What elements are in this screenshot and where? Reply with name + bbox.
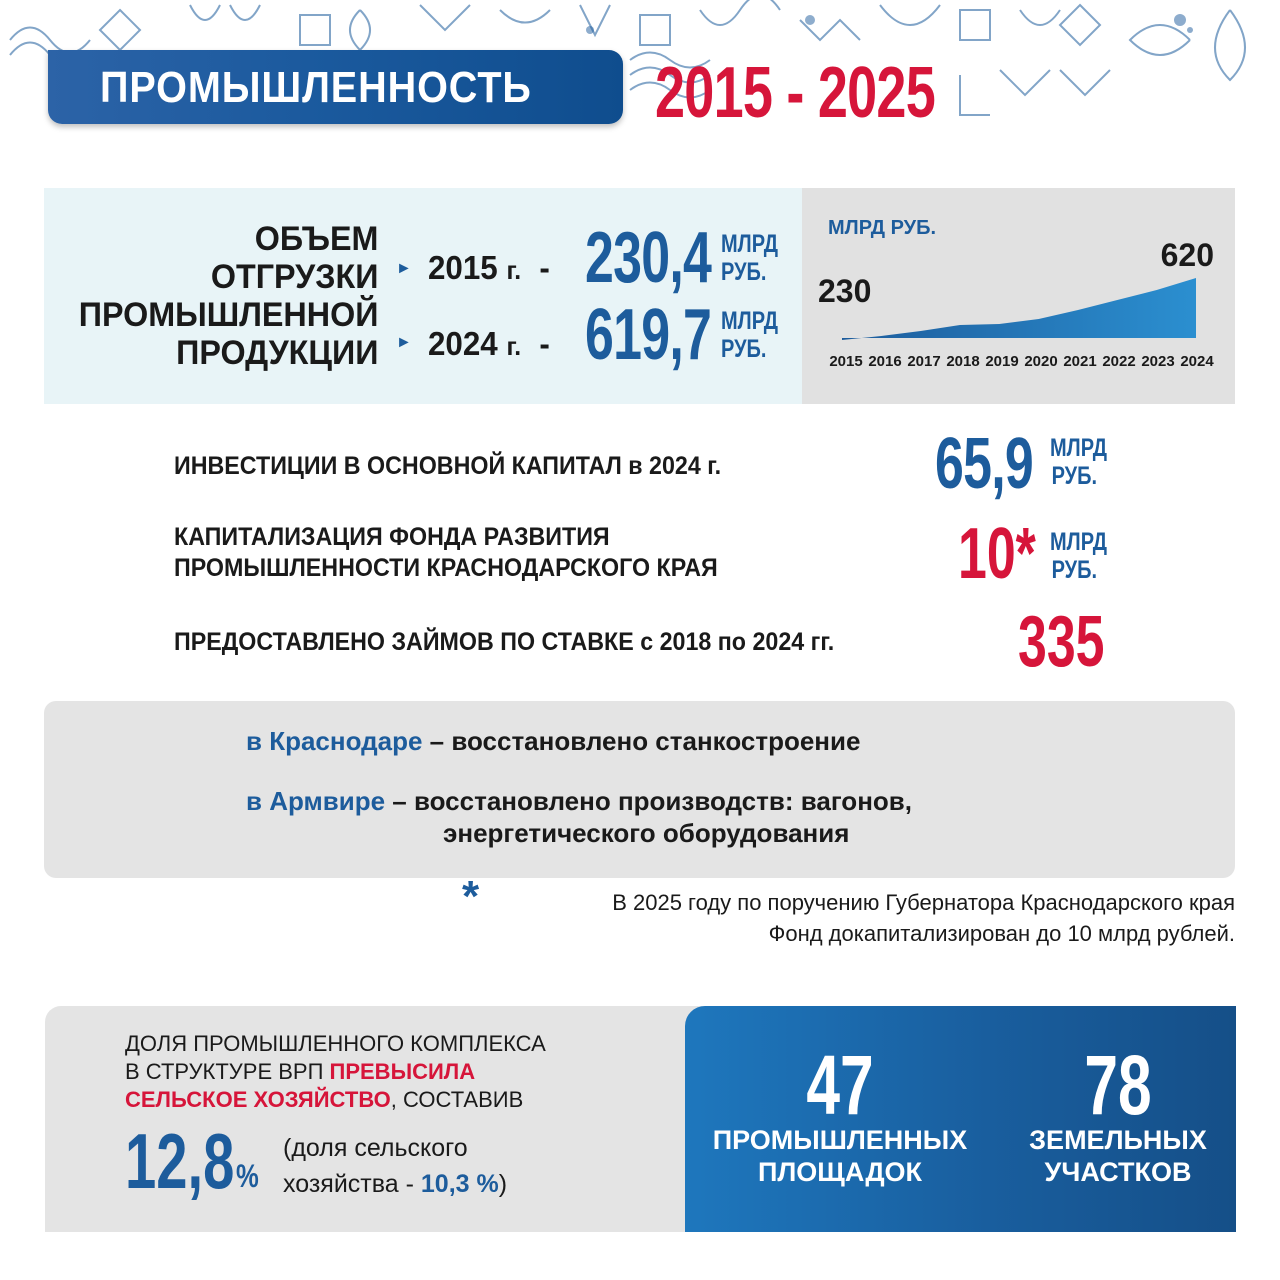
chart-area-series — [842, 278, 1196, 340]
chart-data-label: 230 — [818, 273, 872, 309]
chart-x-tick: 2018 — [946, 353, 980, 370]
share-line-plain: В СТРУКТУРЕ ВРП — [125, 1059, 330, 1084]
chart-x-tick: 2021 — [1063, 353, 1097, 370]
industrial-sites-label — [700, 1124, 980, 1188]
year-suffix: г. — [506, 255, 522, 285]
share-line-highlight: ПРЕВЫСИЛА — [329, 1059, 476, 1084]
chart-x-tick: 2022 — [1102, 353, 1136, 370]
sites-label-line: ПЛОЩАДОК — [757, 1157, 923, 1187]
fund-unit — [1050, 528, 1107, 584]
loans-value: 335 — [1018, 602, 1105, 682]
shipment-area-chart — [802, 188, 1235, 404]
unit-line: РУБ. — [721, 335, 767, 363]
sites-label-line: УЧАСТКОВ — [1044, 1157, 1192, 1187]
shipment-label — [78, 220, 378, 372]
chart-x-tick: 2019 — [985, 353, 1019, 370]
shipment-unit-2024 — [721, 307, 778, 363]
chart-x-ticks — [829, 353, 1214, 370]
chart-x-tick: 2024 — [1180, 353, 1214, 370]
page-title-years: 2015 - 2025 — [655, 53, 935, 133]
share-line-highlight: СЕЛЬСКОЕ ХОЗЯЙСТВО — [125, 1087, 391, 1112]
unit-line: МЛРД — [721, 230, 779, 258]
share-line-plain: , СОСТАВИВ — [390, 1087, 524, 1112]
shipment-year-2024 — [428, 325, 550, 363]
unit-line: РУБ. — [1051, 462, 1098, 490]
unit-line: МЛРД — [1050, 528, 1108, 556]
footnote-star: * — [462, 872, 480, 921]
shipment-unit-2015 — [721, 230, 778, 286]
agri-note-line: (доля сельского — [283, 1134, 468, 1162]
city-text: – восстановлено производств: вагонов, — [385, 786, 912, 816]
year-value: 2015 — [428, 249, 498, 286]
fund-label — [174, 522, 718, 584]
share-line — [125, 1058, 546, 1086]
chart-data-label: 620 — [1160, 237, 1214, 273]
city-name: в Краснодаре — [246, 726, 423, 756]
land-plots-label — [978, 1124, 1258, 1188]
agri-note — [283, 1130, 507, 1202]
unit-line: МЛРД — [721, 307, 779, 335]
chart-unit-label: МЛРД РУБ. — [828, 217, 937, 239]
share-line: ДОЛЯ ПРОМЫШЛЕННОГО КОМПЛЕКСА — [125, 1031, 546, 1056]
sites-label-line: ПРОМЫШЛЕННЫХ — [712, 1125, 968, 1155]
chart-x-tick: 2017 — [907, 353, 941, 370]
footnote — [612, 887, 1235, 949]
agri-value: 10,3 % — [420, 1170, 499, 1198]
sites-label-line: ЗЕМЕЛЬНЫХ — [1029, 1125, 1207, 1155]
investment-label: ИНВЕСТИЦИИ В ОСНОВНОЙ КАПИТАЛ в 2024 г. — [174, 452, 722, 480]
shipment-year-2015 — [428, 249, 550, 287]
fund-value: 10* — [958, 514, 1036, 594]
arrow-right-icon: ► — [396, 334, 412, 351]
city-text: – восстановлено станкостроение — [422, 726, 861, 756]
chart-x-tick: 2015 — [829, 353, 863, 370]
share-text — [125, 1030, 546, 1114]
city-armavir — [246, 786, 912, 817]
chart-x-tick: 2023 — [1141, 353, 1175, 370]
agri-note-line — [283, 1166, 507, 1202]
fund-label-line: КАПИТАЛИЗАЦИЯ ФОНДА РАЗВИТИЯ — [174, 523, 610, 551]
chart-x-tick: 2020 — [1024, 353, 1058, 370]
year-suffix: г. — [506, 331, 522, 361]
year-dash: - — [539, 325, 550, 362]
footnote-line: В 2025 году по поручению Губернатора Краснодарского края — [612, 890, 1235, 915]
city-armavir-line2: энергетического оборудования — [443, 818, 850, 848]
shipment-value-2024: 619,7 — [585, 295, 712, 375]
page-title: ПРОМЫШЛЕННОСТЬ — [100, 63, 532, 112]
unit-line: РУБ. — [721, 258, 767, 286]
share-line — [125, 1086, 546, 1114]
shipment-label-line: ОТГРУЗКИ — [210, 258, 378, 296]
unit-line: РУБ. — [1051, 556, 1098, 584]
city-name: в Армвире — [246, 786, 386, 816]
arrow-right-icon: ► — [396, 260, 412, 277]
shipment-value-2015: 230,4 — [585, 218, 712, 298]
shipment-label-line: ОБЪЕМ — [254, 220, 378, 258]
agri-note-suffix: ) — [498, 1170, 508, 1198]
chart-x-tick: 2016 — [868, 353, 902, 370]
fund-label-line: ПРОМЫШЛЕННОСТИ КРАСНОДАРСКОГО КРАЯ — [174, 554, 718, 582]
land-plots-count: 78 — [1084, 1038, 1152, 1132]
year-value: 2024 — [428, 325, 498, 362]
investment-value: 65,9 — [935, 424, 1034, 504]
shipment-label-line: ПРОМЫШЛЕННОЙ — [78, 296, 378, 334]
investment-unit — [1050, 434, 1107, 490]
city-krasnodar — [246, 726, 860, 757]
unit-line: МЛРД — [1050, 434, 1108, 462]
share-unit: % — [236, 1158, 259, 1194]
agri-note-prefix: хозяйства - — [283, 1170, 421, 1198]
footnote-line: Фонд докапитализирован до 10 млрд рублей. — [768, 921, 1235, 946]
shipment-label-line: ПРОДУКЦИИ — [175, 334, 378, 372]
share-value: 12,8 — [125, 1117, 235, 1205]
year-dash: - — [539, 249, 550, 286]
loans-label: ПРЕДОСТАВЛЕНО ЗАЙМОВ ПО СТАВКЕ с 2018 по 2024 гг. — [174, 628, 835, 656]
industrial-sites-count: 47 — [806, 1038, 874, 1132]
